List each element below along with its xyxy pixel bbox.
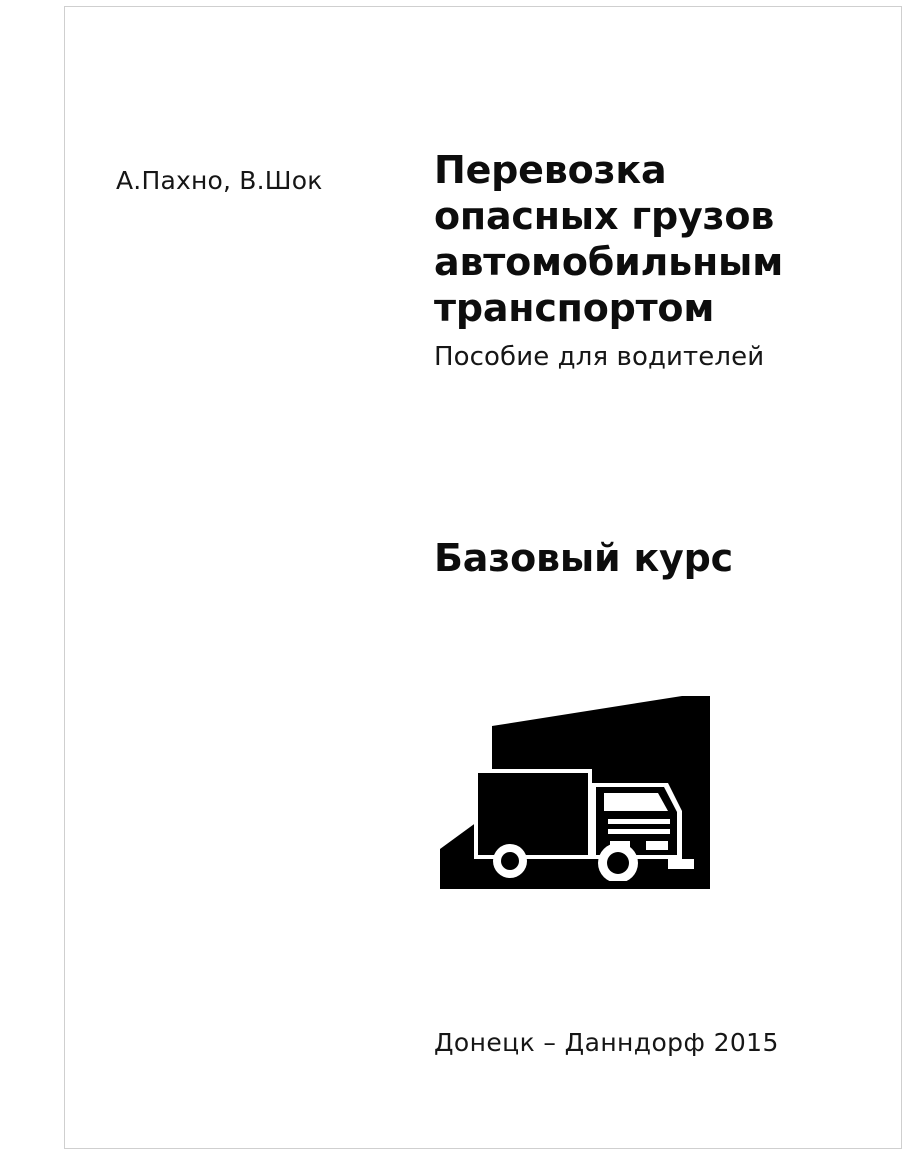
page-title-line-1: Перевозка bbox=[434, 148, 667, 192]
page-title-line-2: опасных грузов bbox=[434, 193, 775, 238]
truck-silhouette-icon bbox=[432, 691, 732, 921]
authors-line: А.Пахно, В.Шок bbox=[116, 166, 323, 195]
page-title-line-3: автомобильным bbox=[434, 239, 784, 284]
title-block bbox=[434, 148, 864, 372]
page-title-line-4: транспортом bbox=[434, 285, 715, 330]
imprint-line: Донецк – Данндорф 2015 bbox=[434, 1028, 779, 1057]
course-label: Базовый курс bbox=[434, 536, 733, 580]
subtitle: Пособие для водителей bbox=[434, 341, 765, 372]
cover-content bbox=[64, 6, 902, 1149]
